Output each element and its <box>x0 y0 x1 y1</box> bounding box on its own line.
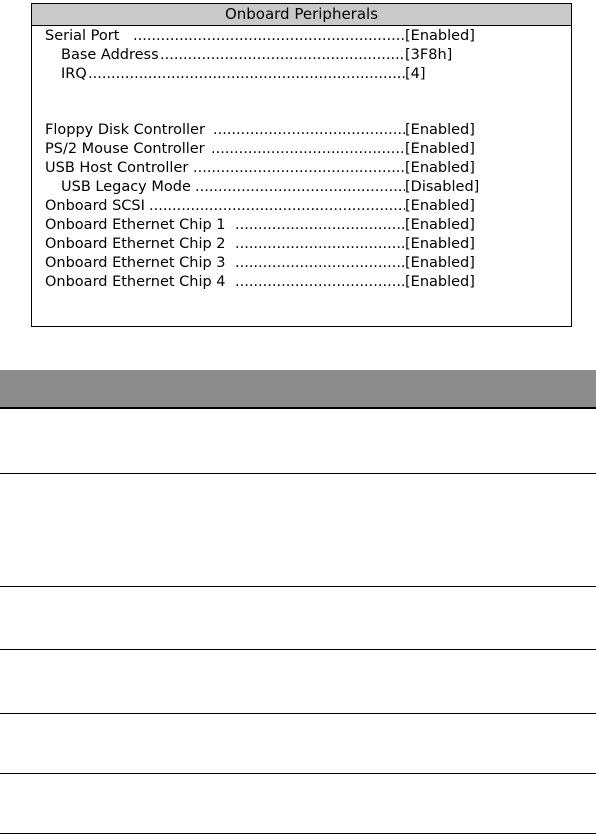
leader-dots <box>235 254 405 273</box>
table-row <box>0 587 596 650</box>
leader-dots <box>211 140 405 159</box>
setting-row-onboard-ethernet-chip-2[interactable] <box>45 235 475 254</box>
setting-row-serial-port[interactable] <box>45 27 475 46</box>
setting-label: Serial Port <box>45 28 120 44</box>
setting-label: Onboard Ethernet Chip 4 <box>45 274 226 290</box>
setting-label: Onboard Ethernet Chip 2 <box>45 236 226 252</box>
setting-value: [4] <box>405 66 426 82</box>
setting-value: [Disabled] <box>405 179 480 195</box>
setting-value: [Enabled] <box>405 255 475 271</box>
leader-dots <box>160 46 405 65</box>
setting-value: [Enabled] <box>405 28 475 44</box>
panel-title: Onboard Peripherals <box>32 4 571 26</box>
setting-value: [Enabled] <box>405 141 475 157</box>
table-row <box>0 650 596 714</box>
setting-label: Onboard SCSI <box>45 198 145 214</box>
leader-dots <box>235 273 405 292</box>
setting-value: [Enabled] <box>405 236 475 252</box>
leader-dots <box>235 216 405 235</box>
setting-value: [Enabled] <box>405 217 475 233</box>
setting-label: Onboard Ethernet Chip 3 <box>45 255 226 271</box>
leader-dots <box>235 235 405 254</box>
leader-dots <box>149 197 405 216</box>
table-row <box>0 474 596 587</box>
setting-row-ps2-mouse-controller[interactable] <box>45 140 475 159</box>
table-row <box>0 409 596 474</box>
table-header-bar <box>0 370 596 409</box>
onboard-peripherals-panel <box>31 3 572 327</box>
setting-row-onboard-ethernet-chip-1[interactable] <box>45 216 475 235</box>
setting-value: [Enabled] <box>405 274 475 290</box>
setting-value: [Enabled] <box>405 198 475 214</box>
setting-row-floppy-disk-controller[interactable] <box>45 121 475 140</box>
setting-value: [3F8h] <box>405 47 453 63</box>
setting-row-usb-legacy-mode[interactable] <box>61 178 480 197</box>
leader-dots <box>133 27 405 46</box>
setting-label: Onboard Ethernet Chip 1 <box>45 217 226 233</box>
setting-label: USB Host Controller <box>45 160 189 176</box>
setting-label: PS/2 Mouse Controller <box>45 141 205 157</box>
setting-row-usb-host-controller[interactable] <box>45 159 475 178</box>
table-row <box>0 774 596 834</box>
setting-label: Base Address <box>61 47 159 63</box>
setting-label: IRQ <box>61 66 87 82</box>
setting-row-onboard-ethernet-chip-3[interactable] <box>45 254 475 273</box>
setting-value: [Enabled] <box>405 122 475 138</box>
setting-label: USB Legacy Mode <box>61 179 191 195</box>
setting-value: [Enabled] <box>405 160 475 176</box>
table-row <box>0 714 596 774</box>
setting-label: Floppy Disk Controller <box>45 122 205 138</box>
leader-dots <box>88 65 405 84</box>
leader-dots <box>195 178 405 197</box>
setting-row-onboard-scsi[interactable] <box>45 197 475 216</box>
setting-row-base-address[interactable] <box>61 46 475 65</box>
setting-row-onboard-ethernet-chip-4[interactable] <box>45 273 475 292</box>
setting-row-irq[interactable] <box>61 65 475 84</box>
leader-dots <box>193 159 405 178</box>
leader-dots <box>213 121 405 140</box>
